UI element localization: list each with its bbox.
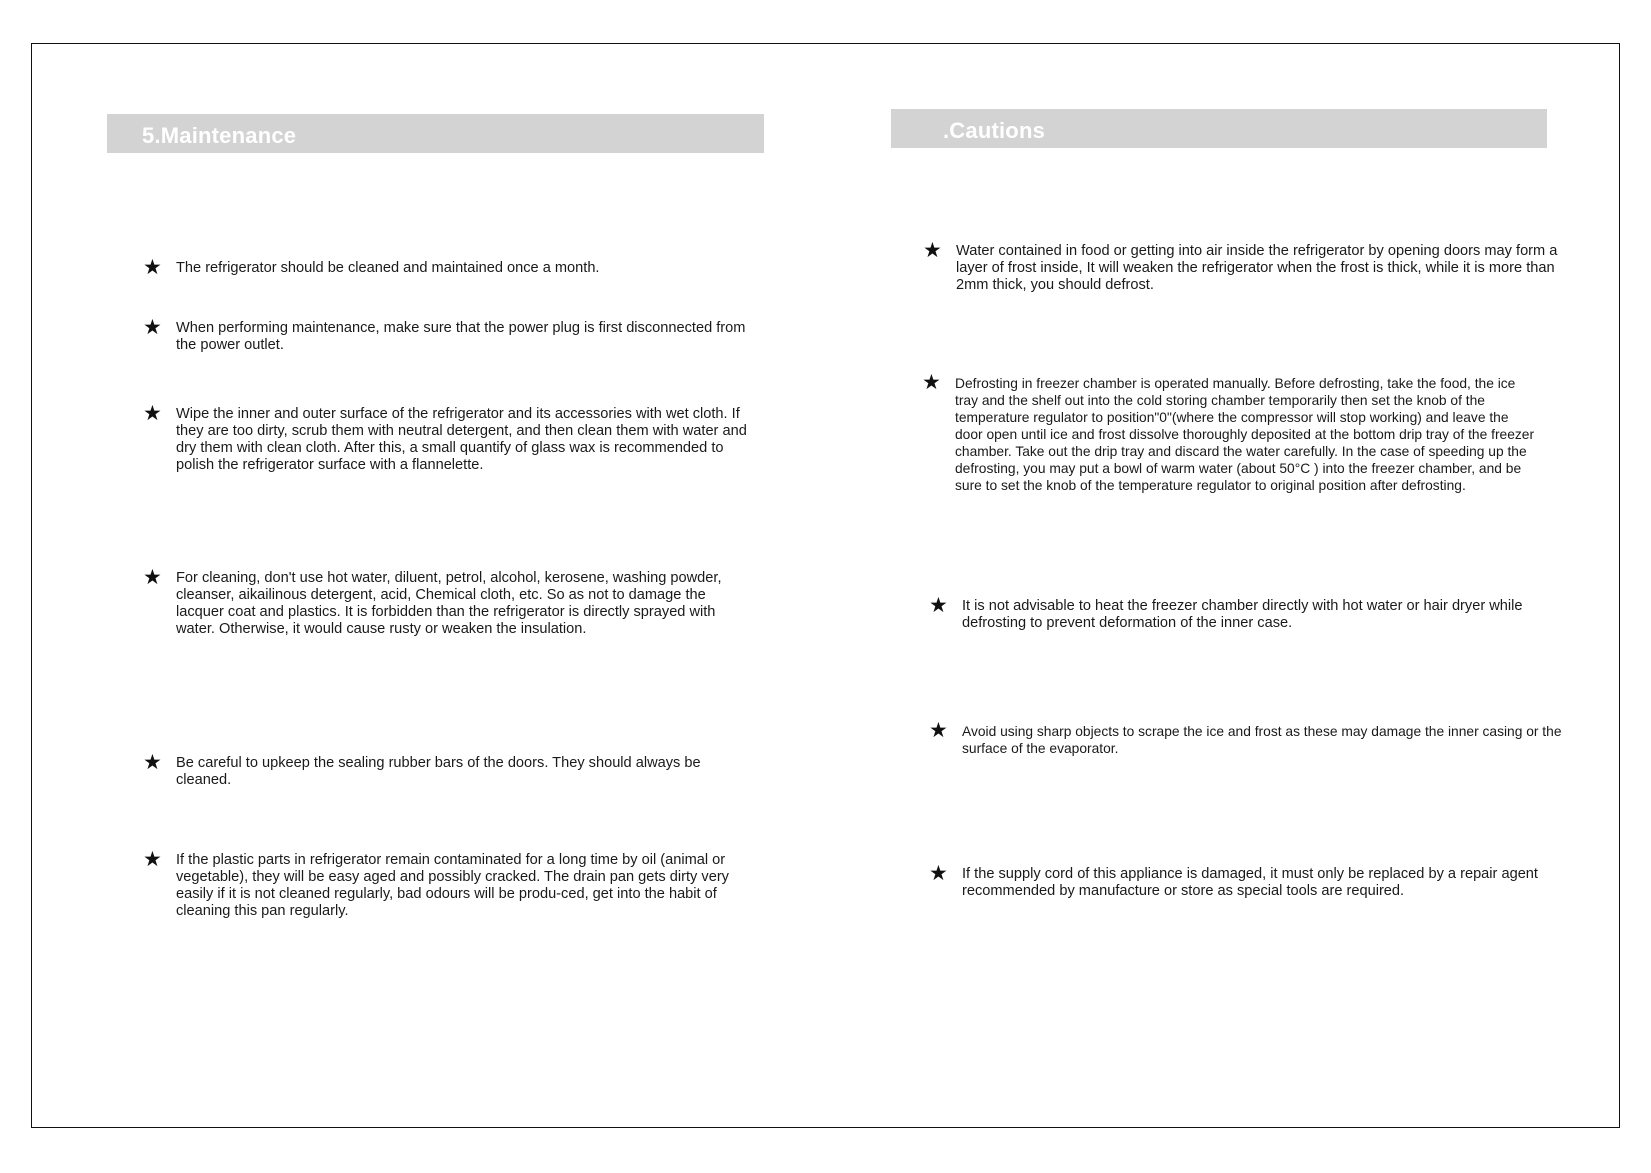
list-item	[929, 719, 1567, 757]
star-icon: ★	[922, 371, 941, 394]
star-icon: ★	[923, 239, 942, 262]
star-icon: ★	[143, 566, 162, 589]
section-title-maintenance: 5.Maintenance	[142, 123, 297, 148]
list-item	[143, 402, 751, 474]
star-icon: ★	[143, 848, 162, 871]
list-item	[143, 848, 751, 920]
list-item	[922, 371, 1535, 494]
list-item-text: Be careful to upkeep the sealing rubber bars of the doors. They should always be cleaned.	[176, 755, 701, 788]
list-item-text: If the supply cord of this appliance is damaged, it must only be replaced by a repair agent recommended by manufacture or store as special tools are required.	[962, 866, 1538, 899]
star-icon: ★	[143, 316, 162, 339]
list-item	[143, 316, 751, 354]
list-item	[143, 751, 751, 789]
star-icon: ★	[143, 402, 162, 425]
list-item-text: If the plastic parts in refrigerator remain contaminated for a long time by oil (animal or vegetable), they will be easy aged and possibly cracked. The drain pan gets dirty very easily if it is not cleaned regularly, bad odours will be produ-ced, get into the habit of cleaning this pan regularly.	[176, 852, 729, 919]
list-item-text: It is not advisable to heat the freezer chamber directly with hot water or hair dryer while defrosting to prevent deformation of the inner case.	[962, 598, 1523, 631]
list-item	[929, 862, 1567, 900]
list-item-text: Defrosting in freezer chamber is operated manually. Before defrosting, take the food, the ice tray and the shelf out into the cold storing chamber temporarily then set the knob of the temperature regulator to position"0"(where the compressor will stop working) and leave the door open until ice and frost dissolve thoroughly deposited at the bottom drip tray of the freezer chamber. Take out the drip tray and discard the water carefully. In the case of speeding up the defrosting, you may put a bowl of warm water (about 50°C ) into the freezer chamber, and be sure to set the knob of the temperature regulator to original position after defrosting.	[955, 376, 1535, 493]
list-item-text: Water contained in food or getting into air inside the refrigerator by opening doors may form a layer of frost inside, It will weaken the refrigerator when the frost is thick, while it is more than 2mm thick, you should defrost.	[956, 243, 1558, 293]
list-item-text: When performing maintenance, make sure that the power plug is first disconnected from the power outlet.	[176, 320, 746, 353]
list-item	[929, 594, 1567, 632]
star-icon: ★	[929, 594, 948, 617]
list-item	[143, 256, 751, 279]
cautions-header	[891, 109, 1547, 148]
star-icon: ★	[143, 256, 162, 279]
list-item-text: The refrigerator should be cleaned and maintained once a month.	[176, 260, 600, 276]
star-icon: ★	[143, 751, 162, 774]
section-title-cautions: .Cautions	[943, 118, 1046, 143]
star-icon: ★	[929, 719, 948, 742]
list-item-text: Wipe the inner and outer surface of the refrigerator and its accessories with wet cloth. If they are too dirty, scrub them with neutral detergent, and then clean them with water and dry them with clean cloth. After this, a small quantify of glass wax is recommended to polish the refrigerator surface with a flannelette.	[176, 406, 747, 473]
list-item	[143, 566, 751, 638]
maintenance-header	[107, 114, 764, 153]
list-item-text: Avoid using sharp objects to scrape the ice and frost as these may damage the inner casing or the surface of the evaporator.	[962, 724, 1562, 756]
list-item	[923, 239, 1561, 294]
star-icon: ★	[929, 862, 948, 885]
list-item-text: For cleaning, don't use hot water, diluent, petrol, alcohol, kerosene, washing powder, cleanser, aikailinous detergent, acid, Chemical cloth, etc. So as not to damage the lacquer coat and plastics. It is forbidden than the refrigerator is directly sprayed with water. Otherwise, it would cause rusty or weaken the insulation.	[176, 570, 722, 637]
